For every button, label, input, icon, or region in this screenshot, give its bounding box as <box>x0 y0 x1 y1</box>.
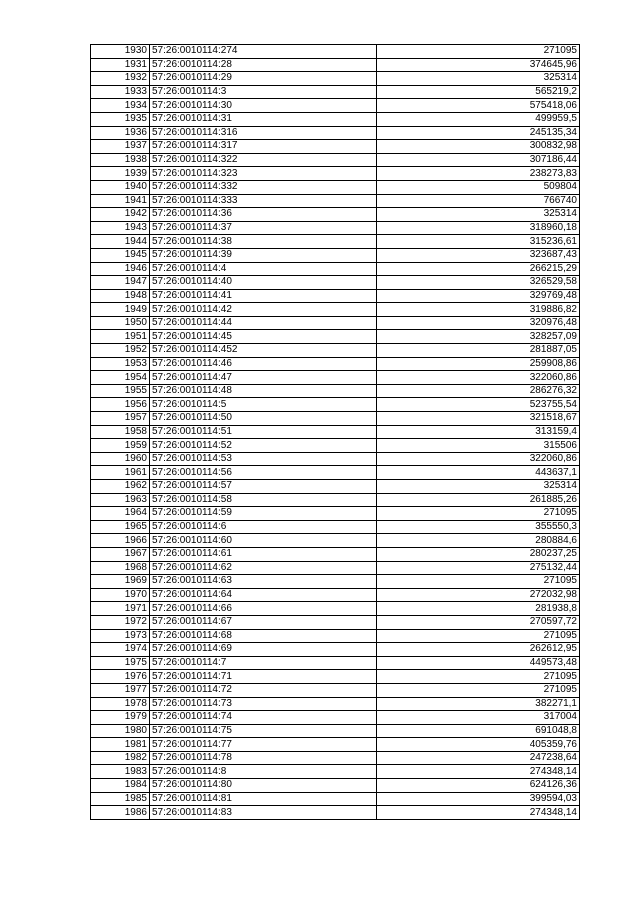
table-row <box>91 344 580 358</box>
cadastral-number-cell: 57:26:0010114:62 <box>150 561 377 575</box>
cadastral-number-cell: 57:26:0010114:39 <box>150 248 377 262</box>
row-number-cell: 1977 <box>91 683 150 697</box>
value-cell: 322060,86 <box>377 371 580 385</box>
row-number-cell: 1974 <box>91 643 150 657</box>
value-cell: 317004 <box>377 711 580 725</box>
value-cell: 405359,76 <box>377 738 580 752</box>
row-number-cell: 1936 <box>91 126 150 140</box>
table-row <box>91 452 580 466</box>
row-number-cell: 1937 <box>91 140 150 154</box>
table-row <box>91 683 580 697</box>
row-number-cell: 1985 <box>91 792 150 806</box>
value-cell: 271095 <box>377 670 580 684</box>
value-cell: 274348,14 <box>377 806 580 820</box>
value-cell: 272032,98 <box>377 588 580 602</box>
value-cell: 322060,86 <box>377 452 580 466</box>
table-row <box>91 72 580 86</box>
cadastral-number-cell: 57:26:0010114:47 <box>150 371 377 385</box>
value-cell: 271095 <box>377 629 580 643</box>
table-row <box>91 235 580 249</box>
cadastral-number-cell: 57:26:0010114:75 <box>150 724 377 738</box>
cadastral-number-cell: 57:26:0010114:66 <box>150 602 377 616</box>
cadastral-number-cell: 57:26:0010114:44 <box>150 316 377 330</box>
cadastral-number-cell: 57:26:0010114:51 <box>150 425 377 439</box>
cadastral-number-cell: 57:26:0010114:38 <box>150 235 377 249</box>
value-cell: 271095 <box>377 683 580 697</box>
row-number-cell: 1941 <box>91 194 150 208</box>
row-number-cell: 1981 <box>91 738 150 752</box>
row-number-cell: 1950 <box>91 316 150 330</box>
row-number-cell: 1942 <box>91 208 150 222</box>
table-row <box>91 738 580 752</box>
value-cell: 320976,48 <box>377 316 580 330</box>
cadastral-number-cell: 57:26:0010114:30 <box>150 99 377 113</box>
cadastral-number-cell: 57:26:0010114:322 <box>150 153 377 167</box>
table-row <box>91 316 580 330</box>
row-number-cell: 1968 <box>91 561 150 575</box>
cadastral-number-cell: 57:26:0010114:48 <box>150 384 377 398</box>
row-number-cell: 1957 <box>91 412 150 426</box>
cadastral-number-cell: 57:26:0010114:316 <box>150 126 377 140</box>
cadastral-number-cell: 57:26:0010114:41 <box>150 289 377 303</box>
table-row <box>91 180 580 194</box>
value-cell: 766740 <box>377 194 580 208</box>
value-cell: 329769,48 <box>377 289 580 303</box>
cadastral-number-cell: 57:26:0010114:333 <box>150 194 377 208</box>
value-cell: 274348,14 <box>377 765 580 779</box>
cadastral-number-cell: 57:26:0010114:68 <box>150 629 377 643</box>
row-number-cell: 1978 <box>91 697 150 711</box>
table-row <box>91 357 580 371</box>
value-cell: 321518,67 <box>377 412 580 426</box>
table-row <box>91 167 580 181</box>
table-row <box>91 629 580 643</box>
cadastral-number-cell: 57:26:0010114:59 <box>150 507 377 521</box>
cadastral-number-cell: 57:26:0010114:67 <box>150 615 377 629</box>
value-cell: 281938,8 <box>377 602 580 616</box>
table-row <box>91 439 580 453</box>
cadastral-number-cell: 57:26:0010114:60 <box>150 534 377 548</box>
cadastral-number-cell: 57:26:0010114:69 <box>150 643 377 657</box>
cadastral-number-cell: 57:26:0010114:56 <box>150 466 377 480</box>
row-number-cell: 1952 <box>91 344 150 358</box>
table-row <box>91 112 580 126</box>
table-row <box>91 398 580 412</box>
value-cell: 259908,86 <box>377 357 580 371</box>
value-cell: 399594,03 <box>377 792 580 806</box>
value-cell: 575418,06 <box>377 99 580 113</box>
table-row <box>91 99 580 113</box>
table-row <box>91 262 580 276</box>
cadastral-number-cell: 57:26:0010114:4 <box>150 262 377 276</box>
cadastral-number-cell: 57:26:0010114:80 <box>150 779 377 793</box>
table-row <box>91 697 580 711</box>
value-cell: 319886,82 <box>377 303 580 317</box>
table-row <box>91 248 580 262</box>
row-number-cell: 1963 <box>91 493 150 507</box>
row-number-cell: 1933 <box>91 85 150 99</box>
row-number-cell: 1962 <box>91 480 150 494</box>
table-row <box>91 466 580 480</box>
cadastral-number-cell: 57:26:0010114:52 <box>150 439 377 453</box>
table-row <box>91 588 580 602</box>
value-cell: 261885,26 <box>377 493 580 507</box>
cadastral-number-cell: 57:26:0010114:83 <box>150 806 377 820</box>
value-cell: 280884,6 <box>377 534 580 548</box>
cadastral-number-cell: 57:26:0010114:452 <box>150 344 377 358</box>
cadastral-number-cell: 57:26:0010114:317 <box>150 140 377 154</box>
row-number-cell: 1948 <box>91 289 150 303</box>
cadastral-number-cell: 57:26:0010114:31 <box>150 112 377 126</box>
table-row <box>91 126 580 140</box>
row-number-cell: 1960 <box>91 452 150 466</box>
table-row <box>91 520 580 534</box>
table-row <box>91 534 580 548</box>
row-number-cell: 1931 <box>91 58 150 72</box>
row-number-cell: 1970 <box>91 588 150 602</box>
row-number-cell: 1984 <box>91 779 150 793</box>
cadastral-number-cell: 57:26:0010114:5 <box>150 398 377 412</box>
table-row <box>91 779 580 793</box>
cadastral-number-cell: 57:26:0010114:40 <box>150 276 377 290</box>
value-cell: 307186,44 <box>377 153 580 167</box>
row-number-cell: 1967 <box>91 547 150 561</box>
cadastral-number-cell: 57:26:0010114:46 <box>150 357 377 371</box>
table-row <box>91 792 580 806</box>
value-cell: 245135,34 <box>377 126 580 140</box>
row-number-cell: 1934 <box>91 99 150 113</box>
cadastral-number-cell: 57:26:0010114:53 <box>150 452 377 466</box>
table-row <box>91 643 580 657</box>
row-number-cell: 1971 <box>91 602 150 616</box>
cadastral-number-cell: 57:26:0010114:57 <box>150 480 377 494</box>
row-number-cell: 1964 <box>91 507 150 521</box>
row-number-cell: 1945 <box>91 248 150 262</box>
value-cell: 286276,32 <box>377 384 580 398</box>
value-cell: 271095 <box>377 507 580 521</box>
cadastral-number-cell: 57:26:0010114:81 <box>150 792 377 806</box>
row-number-cell: 1935 <box>91 112 150 126</box>
row-number-cell: 1969 <box>91 575 150 589</box>
table-row <box>91 615 580 629</box>
cadastral-number-cell: 57:26:0010114:36 <box>150 208 377 222</box>
table-row <box>91 58 580 72</box>
value-cell: 449573,48 <box>377 656 580 670</box>
table-row <box>91 85 580 99</box>
cadastral-number-cell: 57:26:0010114:274 <box>150 45 377 59</box>
cadastral-number-cell: 57:26:0010114:6 <box>150 520 377 534</box>
value-cell: 275132,44 <box>377 561 580 575</box>
row-number-cell: 1949 <box>91 303 150 317</box>
value-cell: 266215,29 <box>377 262 580 276</box>
value-cell: 565219,2 <box>377 85 580 99</box>
cadastral-number-cell: 57:26:0010114:28 <box>150 58 377 72</box>
value-cell: 499959,5 <box>377 112 580 126</box>
row-number-cell: 1965 <box>91 520 150 534</box>
cadastral-number-cell: 57:26:0010114:3 <box>150 85 377 99</box>
table-row <box>91 806 580 820</box>
row-number-cell: 1943 <box>91 221 150 235</box>
value-cell: 326529,58 <box>377 276 580 290</box>
table-row <box>91 711 580 725</box>
row-number-cell: 1954 <box>91 371 150 385</box>
cadastral-number-cell: 57:26:0010114:29 <box>150 72 377 86</box>
value-cell: 374645,96 <box>377 58 580 72</box>
table-row <box>91 45 580 59</box>
value-cell: 382271,1 <box>377 697 580 711</box>
row-number-cell: 1947 <box>91 276 150 290</box>
cadastral-number-cell: 57:26:0010114:74 <box>150 711 377 725</box>
value-cell: 281887,05 <box>377 344 580 358</box>
value-cell: 271095 <box>377 45 580 59</box>
table-row <box>91 561 580 575</box>
row-number-cell: 1944 <box>91 235 150 249</box>
row-number-cell: 1976 <box>91 670 150 684</box>
table-row <box>91 602 580 616</box>
table-row <box>91 724 580 738</box>
table-row <box>91 303 580 317</box>
cadastral-number-cell: 57:26:0010114:8 <box>150 765 377 779</box>
row-number-cell: 1930 <box>91 45 150 59</box>
table-row <box>91 575 580 589</box>
cadastral-number-cell: 57:26:0010114:77 <box>150 738 377 752</box>
cadastral-number-cell: 57:26:0010114:332 <box>150 180 377 194</box>
value-cell: 355550,3 <box>377 520 580 534</box>
table-row <box>91 384 580 398</box>
table-row <box>91 425 580 439</box>
value-cell: 509804 <box>377 180 580 194</box>
value-cell: 691048,8 <box>377 724 580 738</box>
value-cell: 247238,64 <box>377 751 580 765</box>
table-row <box>91 412 580 426</box>
value-cell: 270597,72 <box>377 615 580 629</box>
cadastral-number-cell: 57:26:0010114:42 <box>150 303 377 317</box>
table-row <box>91 330 580 344</box>
table-row <box>91 507 580 521</box>
cadastral-number-cell: 57:26:0010114:58 <box>150 493 377 507</box>
value-cell: 523755,54 <box>377 398 580 412</box>
value-cell: 325314 <box>377 208 580 222</box>
row-number-cell: 1938 <box>91 153 150 167</box>
cadastral-number-cell: 57:26:0010114:37 <box>150 221 377 235</box>
cadastral-number-cell: 57:26:0010114:78 <box>150 751 377 765</box>
row-number-cell: 1955 <box>91 384 150 398</box>
row-number-cell: 1959 <box>91 439 150 453</box>
value-cell: 443637,1 <box>377 466 580 480</box>
table-row <box>91 221 580 235</box>
cadastral-number-cell: 57:26:0010114:50 <box>150 412 377 426</box>
row-number-cell: 1932 <box>91 72 150 86</box>
value-cell: 315506 <box>377 439 580 453</box>
table-row <box>91 371 580 385</box>
table-row <box>91 670 580 684</box>
cadastral-value-table <box>90 44 580 820</box>
cadastral-number-cell: 57:26:0010114:71 <box>150 670 377 684</box>
row-number-cell: 1961 <box>91 466 150 480</box>
value-cell: 280237,25 <box>377 547 580 561</box>
row-number-cell: 1973 <box>91 629 150 643</box>
table-row <box>91 480 580 494</box>
table-row <box>91 194 580 208</box>
table-row <box>91 493 580 507</box>
table-row <box>91 289 580 303</box>
table-body <box>91 45 580 820</box>
cadastral-number-cell: 57:26:0010114:323 <box>150 167 377 181</box>
table-row <box>91 765 580 779</box>
cadastral-number-cell: 57:26:0010114:72 <box>150 683 377 697</box>
row-number-cell: 1966 <box>91 534 150 548</box>
row-number-cell: 1986 <box>91 806 150 820</box>
value-cell: 315236,61 <box>377 235 580 249</box>
value-cell: 325314 <box>377 480 580 494</box>
value-cell: 328257,09 <box>377 330 580 344</box>
value-cell: 624126,36 <box>377 779 580 793</box>
row-number-cell: 1956 <box>91 398 150 412</box>
cadastral-number-cell: 57:26:0010114:61 <box>150 547 377 561</box>
table-row <box>91 547 580 561</box>
value-cell: 300832,98 <box>377 140 580 154</box>
row-number-cell: 1939 <box>91 167 150 181</box>
row-number-cell: 1983 <box>91 765 150 779</box>
row-number-cell: 1979 <box>91 711 150 725</box>
value-cell: 318960,18 <box>377 221 580 235</box>
row-number-cell: 1958 <box>91 425 150 439</box>
cadastral-number-cell: 57:26:0010114:45 <box>150 330 377 344</box>
row-number-cell: 1951 <box>91 330 150 344</box>
cadastral-number-cell: 57:26:0010114:7 <box>150 656 377 670</box>
value-cell: 262612,95 <box>377 643 580 657</box>
cadastral-number-cell: 57:26:0010114:73 <box>150 697 377 711</box>
value-cell: 325314 <box>377 72 580 86</box>
cadastral-number-cell: 57:26:0010114:63 <box>150 575 377 589</box>
table-row <box>91 140 580 154</box>
row-number-cell: 1972 <box>91 615 150 629</box>
table-row <box>91 208 580 222</box>
value-cell: 323687,43 <box>377 248 580 262</box>
table-row <box>91 656 580 670</box>
row-number-cell: 1946 <box>91 262 150 276</box>
table-row <box>91 276 580 290</box>
table-row <box>91 751 580 765</box>
value-cell: 271095 <box>377 575 580 589</box>
row-number-cell: 1940 <box>91 180 150 194</box>
value-cell: 238273,83 <box>377 167 580 181</box>
row-number-cell: 1982 <box>91 751 150 765</box>
value-cell: 313159,4 <box>377 425 580 439</box>
row-number-cell: 1975 <box>91 656 150 670</box>
row-number-cell: 1980 <box>91 724 150 738</box>
row-number-cell: 1953 <box>91 357 150 371</box>
table-row <box>91 153 580 167</box>
cadastral-number-cell: 57:26:0010114:64 <box>150 588 377 602</box>
